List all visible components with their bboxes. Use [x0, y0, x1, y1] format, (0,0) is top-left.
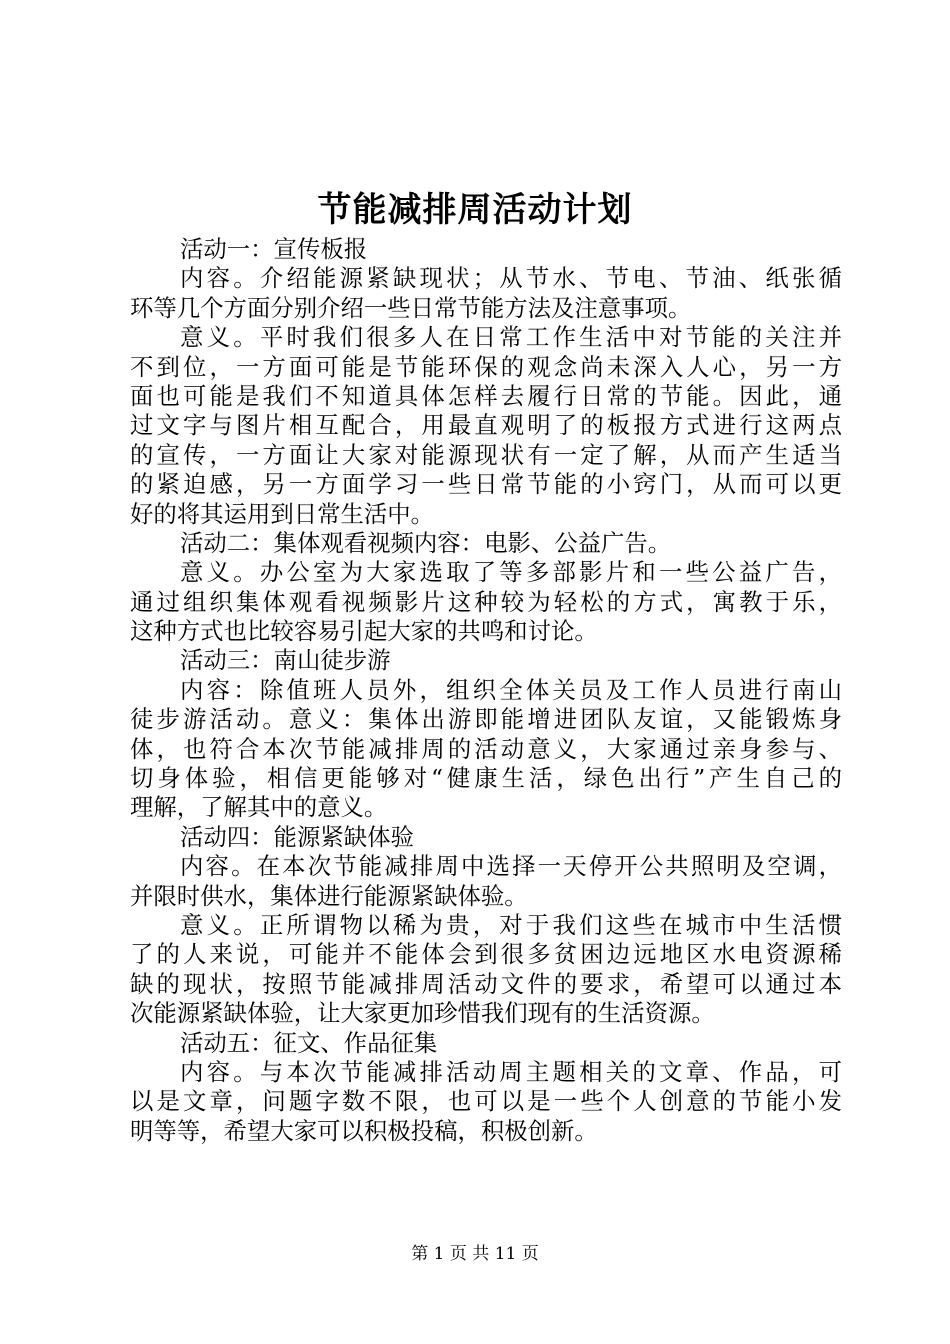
text-line: 活动五：征文、作品征集	[180, 1028, 438, 1057]
text-line: 了的人来说，可能并不能体会到很多贫困边远地区水电资源稀	[130, 940, 842, 969]
text-line: 理解，了解其中的意义。	[130, 793, 388, 822]
text-line: 意义。平时我们很多人在日常工作生活中对节能的关注并	[180, 323, 842, 352]
text-line: 内容：除值班人员外，组织全体关员及工作人员进行南山	[180, 675, 842, 704]
text-line: 内容。与本次节能减排活动周主题相关的文章、作品，可	[180, 1057, 842, 1086]
text-line: 意义。办公室为大家选取了等多部影片和一些公益广告，	[180, 558, 842, 587]
document-title: 节能减排周活动计划	[317, 190, 633, 230]
text-line: 好的将其运用到日常生活中。	[130, 499, 435, 528]
text-line: 活动四：能源紧缺体验	[180, 822, 414, 851]
text-line: 切身体验，相信更能够对“健康生活，绿色出行”产生自己的	[130, 764, 842, 793]
text-line: 次能源紧缺体验，让大家更加珍惜我们现有的生活资源。	[130, 999, 715, 1028]
text-line: 内容。在本次节能减排周中选择一天停开公共照明及空调，	[180, 852, 842, 881]
text-line: 过文字与图片相互配合，用最直观明了的板报方式进行这两点	[130, 411, 842, 440]
text-line: 不到位，一方面可能是节能环保的观念尚未深入人心，另一方	[130, 352, 842, 381]
text-line: 活动一：宣传板报	[180, 235, 368, 263]
text-line: 环等几个方面分别介绍一些日常节能方法及注意事项。	[130, 293, 692, 322]
text-line: 内容。介绍能源紧缺现状；从节水、节电、节油、纸张循	[180, 264, 842, 293]
text-line: 活动二：集体观看视频内容：电影、公益广告。	[180, 528, 672, 557]
text-line: 以是文章，问题字数不限，也可以是一些个人创意的节能小发	[130, 1087, 842, 1116]
text-line: 的宣传，一方面让大家对能源现状有一定了解，从而产生适当	[130, 440, 842, 469]
text-line: 徒步游活动。意义：集体出游即能增进团队友谊，又能锻炼身	[130, 705, 842, 734]
text-line: 体，也符合本次节能减排周的活动意义，大家通过亲身参与、	[130, 734, 842, 763]
text-line: 活动三：南山徒步游	[180, 646, 391, 675]
text-line: 意义。正所谓物以稀为贵，对于我们这些在城市中生活惯	[180, 910, 842, 939]
text-line: 的紧迫感，另一方面学习一些日常节能的小窍门，从而可以更	[130, 470, 842, 499]
text-line: 并限时供水，集体进行能源紧缺体验。	[130, 881, 528, 910]
document-body	[130, 235, 842, 1146]
text-line: 这种方式也比较容易引起大家的共鸣和讨论。	[130, 617, 598, 646]
text-line: 通过组织集体观看视频影片这种较为轻松的方式，寓教于乐，	[130, 587, 842, 616]
page-footer: 第 1 页 共 11 页	[411, 1244, 539, 1264]
text-line: 面也可能是我们不知道具体怎样去履行日常的节能。因此，通	[130, 381, 842, 410]
text-line: 明等等，希望大家可以积极投稿，积极创新。	[130, 1116, 598, 1145]
text-line: 缺的现状，按照节能减排周活动文件的要求，希望可以通过本	[130, 969, 842, 998]
